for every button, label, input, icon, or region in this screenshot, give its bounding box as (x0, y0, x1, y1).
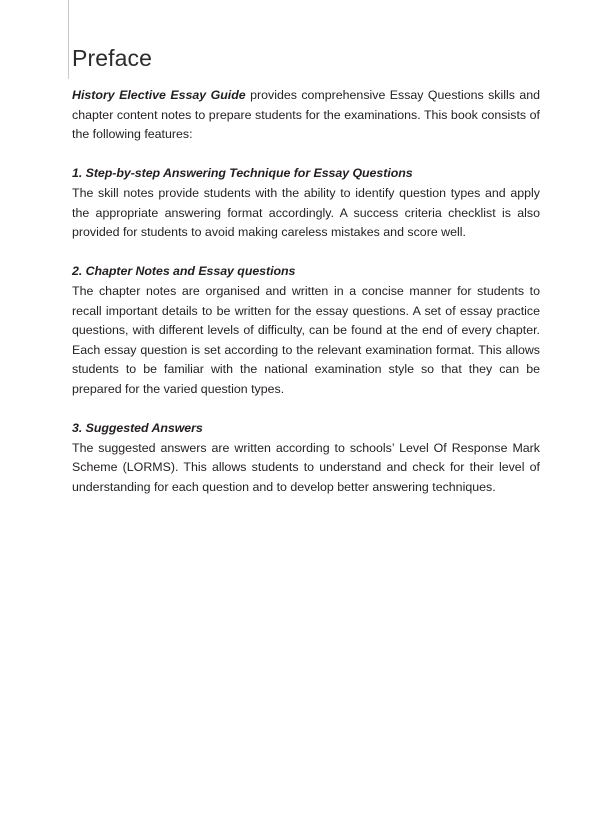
intro-paragraph-text: provides comprehensive Essay Questions skills and chapter content notes to prepare students for the examinations. This book consists of the following features: (72, 88, 541, 142)
section-3-body: The suggested answers are written according to schools’ Level Of Response Mark Scheme (LORMS). This allows students to understand and check for their level of understanding for each question and to develop better answering techniques. (72, 440, 540, 494)
section-1-body: The skill notes provide students with the ability to identify question types and apply the appropriate answering format accordingly. A success criteria checklist is also provided for students to avoid making careless mistakes and score well. (72, 185, 540, 240)
section-2 (72, 262, 540, 399)
intro-paragraph (72, 86, 540, 145)
section-3-heading: 3. Suggested Answers (72, 421, 203, 436)
page-title: Preface (72, 45, 152, 71)
preface-body (72, 86, 540, 497)
section-1 (72, 164, 540, 242)
section-2-body: The chapter notes are organised and written in a concise manner for students to recall important details to be written for the essay questions. A set of essay practice questions, with different levels of difficulty, can be found at the end of every chapter. Each essay question is set according to the relevant examination format. This allows students to be familiar with the national examination style so that they can be prepared for the varied question types. (72, 283, 540, 396)
section-2-heading: 2. Chapter Notes and Essay questions (72, 264, 296, 279)
section-3 (72, 419, 540, 497)
book-title-emphasis: History Elective Essay Guide (72, 88, 246, 102)
section-1-heading: 1. Step-by-step Answering Technique for Essay Questions (72, 166, 413, 181)
left-margin-rule (68, 0, 69, 79)
